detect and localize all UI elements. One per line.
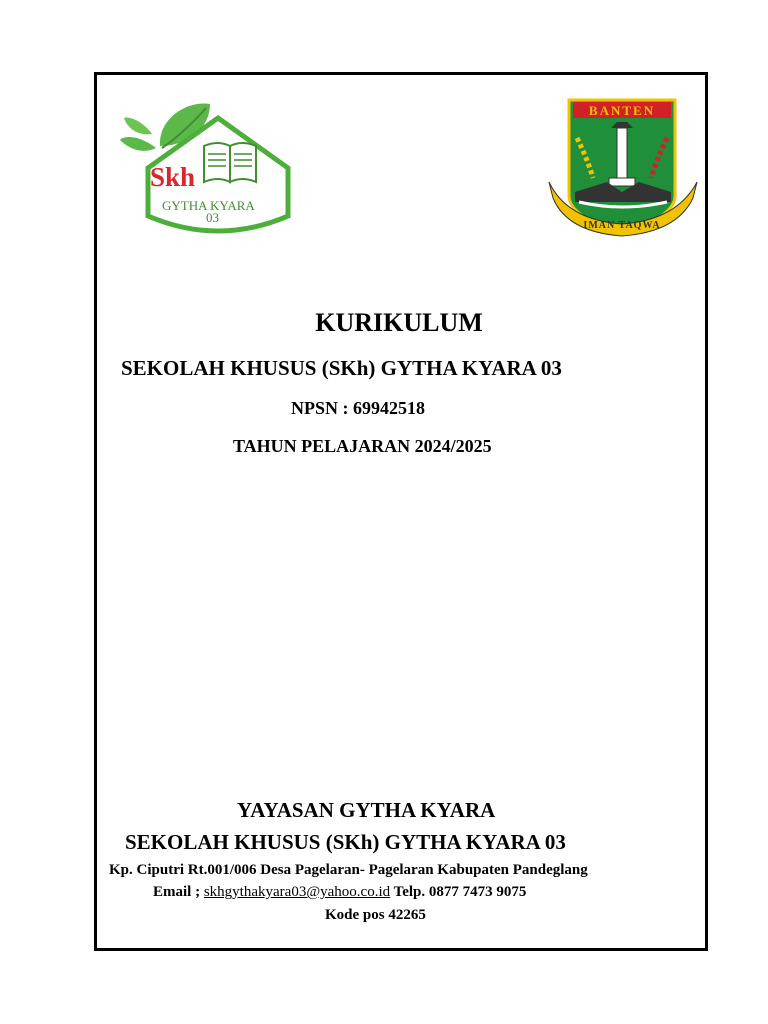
logo-text-sub: GYTHA KYARA <box>162 198 255 213</box>
emblem-ribbon-text: IMAN TAQWA <box>583 220 661 231</box>
book-icon <box>204 143 256 182</box>
postal-code: Kode pos 42265 <box>325 907 426 923</box>
emblem-top-text: BANTEN <box>588 103 656 118</box>
banten-emblem <box>547 98 699 238</box>
address-line: Kp. Ciputri Rt.001/006 Desa Pagelaran- Pagelaran Kabupaten Pandeglang <box>109 862 588 878</box>
academic-year: TAHUN PELAJARAN 2024/2025 <box>233 436 492 456</box>
foundation-name: YAYASAN GYTHA KYARA <box>237 798 496 822</box>
school-name-header: SEKOLAH KHUSUS (SKh) GYTHA KYARA 03 <box>121 356 562 380</box>
contact-line <box>153 884 526 901</box>
logo-text-main: Skh <box>150 162 196 192</box>
email-prefix: Email ; <box>153 884 204 900</box>
npsn-line: NPSN : 69942518 <box>291 398 425 418</box>
school-logo <box>118 98 293 236</box>
document-title: KURIKULUM <box>315 308 483 337</box>
logo-text-num: 03 <box>206 210 219 225</box>
leaf-icon <box>120 103 210 150</box>
phone-text: Telp. 0877 7473 9075 <box>390 884 527 900</box>
email-link[interactable]: skhgythakyara03@yahoo.co.id <box>203 884 391 900</box>
school-name-footer: SEKOLAH KHUSUS (SKh) GYTHA KYARA 03 <box>125 830 566 854</box>
